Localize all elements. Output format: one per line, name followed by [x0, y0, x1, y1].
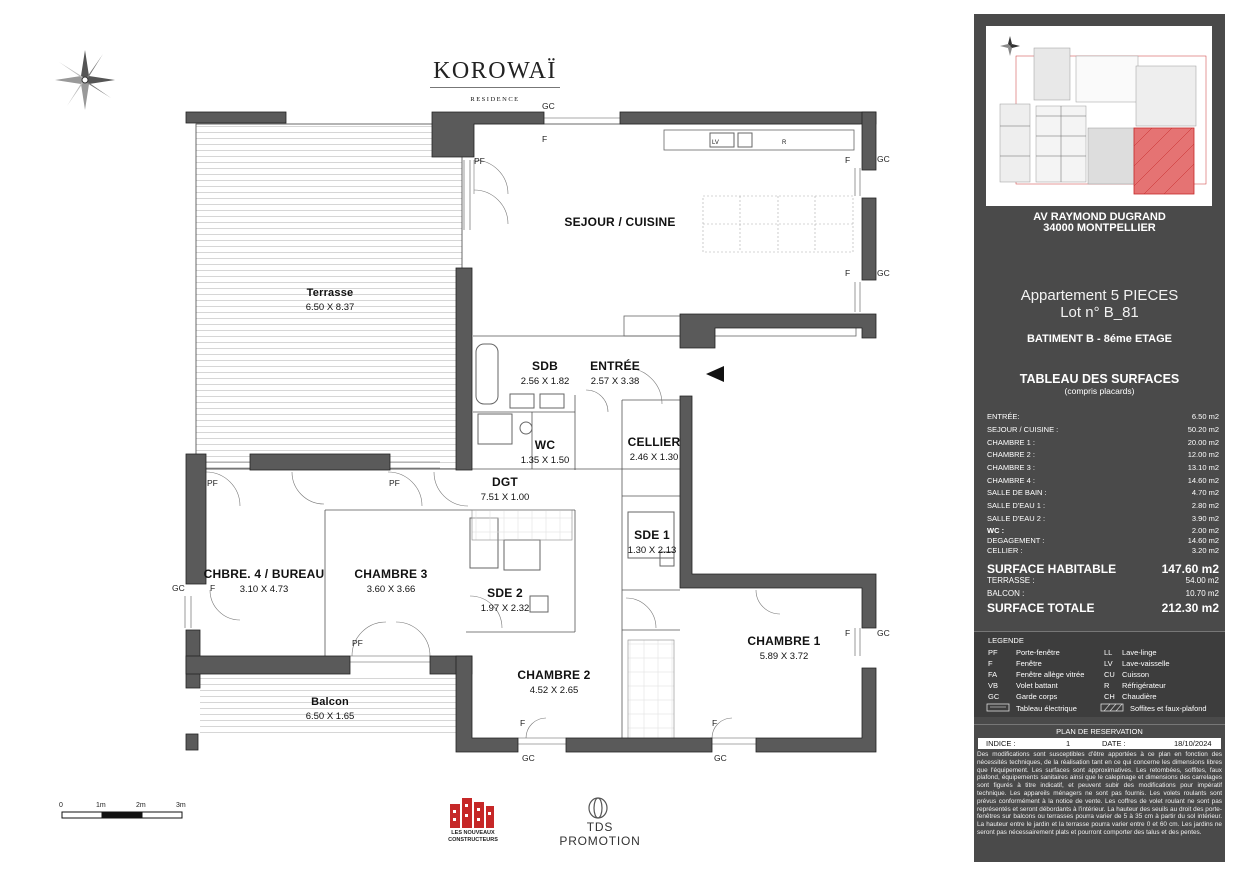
- tag-pf: PF: [474, 156, 485, 166]
- surface-table-title: TABLEAU DES SURFACES: [1019, 372, 1180, 386]
- legend-code: FA: [988, 670, 998, 679]
- legend-code: LL: [1104, 648, 1113, 657]
- legend-text: Garde corps: [1016, 692, 1058, 701]
- tag-gc: GC: [877, 628, 890, 638]
- address-line2: 34000 MONTPELLIER: [1043, 222, 1156, 234]
- surface-balcon: BALCON : 10.70 m2: [987, 589, 1219, 598]
- surface-habitable: SURFACE HABITABLE 147.60 m2: [987, 562, 1219, 576]
- scale-bar: [62, 812, 182, 818]
- mini-compass-icon: [1000, 36, 1020, 56]
- tag-r: R: [782, 140, 787, 146]
- legend-code: CU: [1104, 670, 1115, 679]
- entrance-arrow-icon: [706, 366, 724, 382]
- surface-terrasse: TERRASSE : 54.00 m2: [987, 576, 1219, 585]
- tag-pf: PF: [389, 478, 400, 488]
- info-panel: [974, 14, 1225, 862]
- scale-label-2: 2m: [136, 802, 146, 809]
- disclaimer: Des modifications sont susceptibles d'être apportées à ce plan en fonction des nécessités techniques, de la réalisation tant en ce qui concerne les dimensions libres que l'équipement. Les surfaces sont approximatives. Les retombées, soffites, faux plafond, équipements sanitaires ainsi que le calepinage et dimensions des carrelages sont figurés à titre indicatif, et peuvent subir des modifications pour impératif technique. Les appareils ménagers ne sont pas fournis. Les volets roulants sont prévus conformément à la notice de vente. Les coffres de volet roulant ne sont pas représentés et seront débordants à l'intérieur. La hauteur des seuils au droit des porte-fenêtres sur balcons ou terrasses pourra varier de 5 à 35 cm à partir du sol intérieur. La hauteur entre le jardin et la terrasse pourra varier entre 0 et 60 cm. Les jardins ne seront pas nécessairement plats et pourront comporter des talus et des pentes.: [977, 751, 1222, 836]
- legend-text: Fenêtre: [1016, 659, 1042, 668]
- legend-text: Chaudière: [1122, 692, 1157, 701]
- tag-f: F: [845, 628, 851, 638]
- room-entree: ENTRÉE 2.57 X 3.38: [590, 359, 640, 387]
- legend-text: Lave-vaisselle: [1122, 659, 1170, 668]
- surface-row: ENTRÉE: 6.50 m2: [987, 412, 1219, 421]
- surface-row: WC : 2.00 m2: [987, 526, 1219, 535]
- surface-row: DEGAGEMENT : 14.60 m2: [987, 536, 1219, 545]
- room-chbre4: CHBRE. 4 / BUREAU 3.10 X 4.73: [203, 567, 325, 595]
- room-terrasse: Terrasse 6.50 X 8.37: [305, 287, 355, 313]
- room-sejour: SEJOUR / CUISINE: [564, 215, 676, 229]
- apartment-lot: Lot n° B_81: [1060, 304, 1139, 321]
- room-wc: WC 1.35 X 1.50: [520, 438, 570, 466]
- room-dgt: DGT 7.51 X 1.00: [480, 475, 530, 503]
- scale-label-1: 1m: [96, 802, 106, 809]
- site-map-lot-highlight: [1134, 128, 1194, 194]
- tag-pf: PF: [352, 638, 363, 648]
- surface-row: CHAMBRE 4 : 14.60 m2: [987, 476, 1219, 485]
- site-map: [986, 26, 1212, 206]
- legend-text: Porte-fenêtre: [1016, 648, 1060, 657]
- legend-electric: Tableau électrique: [1016, 704, 1077, 713]
- legend-code: VB: [988, 681, 999, 690]
- legend-text: Volet battant: [1016, 681, 1058, 690]
- date-value: 18/10/2024: [1174, 739, 1212, 748]
- brand-sub: RESIDENCE: [466, 96, 523, 103]
- room-sdb: SDB 2.56 X 1.82: [520, 359, 570, 387]
- building-floor: BATIMENT B - 8éme ETAGE: [1026, 333, 1173, 345]
- tag-pf: PF: [207, 478, 218, 488]
- room-sde1: SDE 1 1.30 X 2.13: [627, 528, 677, 556]
- indice-value: 1: [1066, 739, 1071, 748]
- brand-name: KOROWAÏ: [433, 58, 557, 84]
- room-chambre2: CHAMBRE 2 4.52 X 2.65: [517, 668, 591, 696]
- tds-logo-icon: [589, 798, 607, 818]
- legend-code: F: [988, 659, 993, 668]
- surface-row: CELLIER : 3.20 m2: [987, 546, 1219, 555]
- surface-row: SEJOUR / CUISINE : 50.20 m2: [987, 425, 1219, 434]
- tag-f: F: [712, 718, 718, 728]
- indice-date-row: [978, 738, 1221, 749]
- room-chambre3: CHAMBRE 3 3.60 X 3.66: [354, 567, 428, 595]
- soffite-icon: [1100, 703, 1126, 713]
- surface-row: CHAMBRE 3 : 13.10 m2: [987, 463, 1219, 472]
- tag-gc: GC: [542, 101, 555, 111]
- bathtub: [476, 344, 498, 404]
- legend-text: Cuisson: [1122, 670, 1150, 679]
- legend-code: R: [1104, 681, 1110, 690]
- legend-text: Lave-linge: [1122, 648, 1157, 657]
- legend-code: GC: [988, 692, 1000, 701]
- indice-label: INDICE :: [986, 739, 1016, 748]
- tds-logo-text: TDS PROMOTION: [559, 820, 641, 848]
- legend-title: LEGENDE: [988, 636, 1024, 645]
- room-balcon: Balcon 6.50 X 1.65: [305, 696, 355, 722]
- tag-gc: GC: [172, 583, 185, 593]
- legend-text: Réfrigérateur: [1122, 681, 1166, 690]
- surface-row: SALLE DE BAIN : 4.70 m2: [987, 488, 1219, 497]
- legend-code: CH: [1104, 692, 1115, 701]
- compass-icon: [55, 50, 115, 110]
- brand-logo: [420, 58, 570, 106]
- date-label: DATE :: [1102, 739, 1126, 748]
- surface-row: SALLE D'EAU 2 : 3.90 m2: [987, 514, 1219, 523]
- tag-gc: GC: [877, 154, 890, 164]
- room-sde2: SDE 2 1.97 X 2.32: [480, 586, 530, 614]
- electric-panel-icon: [986, 703, 1012, 713]
- tag-f: F: [210, 583, 216, 593]
- surface-row: CHAMBRE 1 : 20.00 m2: [987, 438, 1219, 447]
- scale-label-0: 0: [59, 802, 63, 809]
- address-line1: AV RAYMOND DUGRAND: [1033, 211, 1166, 223]
- legend: [974, 631, 1225, 717]
- surface-table-subtitle: (compris placards): [1064, 386, 1135, 396]
- apartment-type: Appartement 5 PIECES: [1020, 287, 1179, 304]
- surface-row: CHAMBRE 2 : 12.00 m2: [987, 450, 1219, 459]
- plan-title: PLAN DE RESERVATION: [974, 724, 1225, 736]
- tag-gc: GC: [522, 753, 535, 763]
- tag-gc: GC: [877, 268, 890, 278]
- surface-totale: SURFACE TOTALE 212.30 m2: [987, 601, 1219, 615]
- tag-lv: LV: [712, 140, 719, 146]
- room-cellier: CELLIER 2.46 X 1.30: [627, 435, 681, 463]
- lnc-logo-icon: [450, 798, 494, 828]
- lnc-logo-text: LES NOUVEAUX CONSTRUCTEURS: [448, 830, 498, 843]
- tag-f: F: [542, 134, 548, 144]
- legend-code: PF: [988, 648, 998, 657]
- site-map-drawing: [986, 26, 1212, 206]
- tag-f: F: [845, 155, 851, 165]
- tag-f: F: [520, 718, 526, 728]
- surface-row: SALLE D'EAU 1 : 2.80 m2: [987, 501, 1219, 510]
- legend-code: LV: [1104, 659, 1113, 668]
- room-chambre1: CHAMBRE 1 5.89 X 3.72: [747, 634, 821, 662]
- legend-text: Fenêtre allège vitrée: [1016, 670, 1085, 679]
- scale-label-3: 3m: [176, 802, 186, 809]
- tag-gc: GC: [714, 753, 727, 763]
- legend-soffite: Soffites et faux-plafond: [1130, 704, 1207, 713]
- tag-f: F: [845, 268, 851, 278]
